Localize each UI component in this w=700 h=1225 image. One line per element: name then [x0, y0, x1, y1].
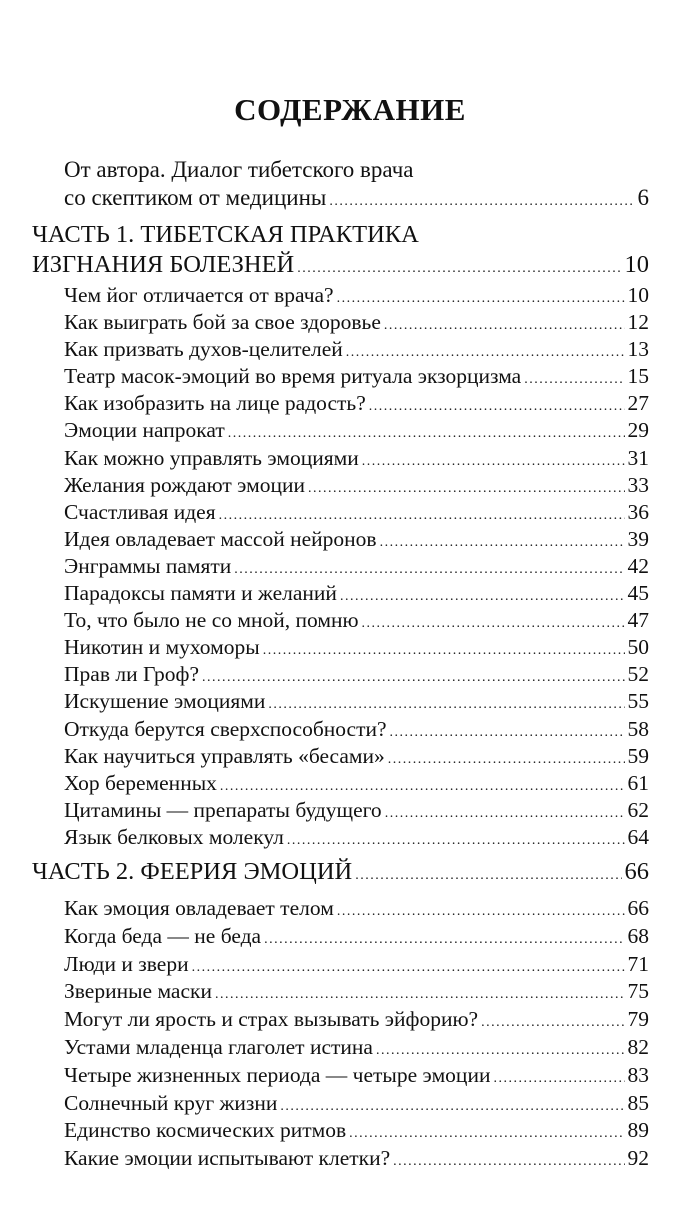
page-number: 66 — [624, 858, 649, 885]
dot-leader — [268, 688, 624, 718]
entry-title: Единство космических ритмов — [64, 1118, 347, 1143]
entry-title: Когда беда — не беда — [64, 923, 262, 948]
dot-leader — [346, 336, 625, 366]
entry-title: Откуда берутся сверхспособности? — [64, 716, 387, 741]
page-number: 47 — [627, 608, 649, 633]
dot-leader — [355, 857, 621, 891]
toc-entry — [64, 1090, 649, 1118]
toc-entry — [64, 770, 649, 797]
dot-leader — [380, 526, 625, 556]
entry-title: Счастливая идея — [64, 499, 216, 524]
dot-leader — [524, 363, 624, 393]
page-number: 45 — [627, 581, 649, 606]
toc-entry — [64, 472, 649, 499]
entry-title: Солнечный круг жизни — [64, 1090, 278, 1115]
entry-title: Люди и звери — [64, 951, 189, 976]
entry-title: Как изобразить на лице радость? — [64, 391, 366, 416]
toc-entry — [64, 661, 649, 688]
entry-title: Парадоксы памяти и желаний — [64, 581, 337, 606]
page-number: 66 — [627, 896, 649, 920]
page-number: 82 — [627, 1034, 649, 1059]
part-1-title-line2: ИЗГНАНИЯ БОЛЕЗНЕЙ — [32, 251, 295, 278]
entry-title: Звериные маски — [64, 979, 212, 1004]
dot-leader — [362, 607, 625, 637]
dot-leader — [308, 472, 624, 502]
toc-intro-line2: со скептиком от медицины — [64, 185, 327, 210]
page-number: 13 — [627, 337, 649, 362]
entry-title: Как научиться управлять «бесами» — [64, 743, 385, 768]
toc-entry — [64, 1062, 649, 1090]
part-2-entries — [64, 895, 649, 1173]
entry-title: Цитамины — препараты будущего — [64, 797, 382, 822]
dot-leader — [481, 1006, 624, 1037]
entry-title: Какие эмоции испытывают клетки? — [64, 1146, 391, 1171]
entry-title: Как эмоция овладевает телом — [64, 896, 334, 920]
toc-entry — [64, 1145, 649, 1173]
entry-title: Прав ли Гроф? — [64, 662, 200, 687]
toc-intro-line1: От автора. Диалог тибетского врача — [64, 157, 414, 182]
page-number: 61 — [627, 770, 649, 795]
entry-title: Никотин и мухоморы — [64, 635, 260, 660]
page-number: 29 — [627, 418, 649, 443]
dot-leader — [376, 1034, 625, 1065]
toc-entry — [64, 824, 649, 851]
page-number: 59 — [627, 743, 649, 768]
dot-leader — [388, 743, 625, 773]
dot-leader — [192, 951, 625, 982]
part-2-heading — [32, 857, 649, 891]
dot-leader — [280, 1090, 624, 1121]
page-number: 58 — [627, 716, 649, 741]
toc-entry — [64, 716, 649, 743]
page-number: 50 — [627, 635, 649, 660]
page-number: 31 — [627, 445, 649, 470]
entry-title: Театр масок-эмоций во время ритуала экзорцизма — [64, 364, 522, 389]
page-number: 62 — [627, 797, 649, 822]
entry-title: Искушение эмоциями — [64, 689, 266, 714]
entry-title: Как призвать духов-целителей — [64, 337, 343, 362]
entry-title: Энграммы памяти — [64, 553, 232, 578]
toc-entry — [64, 951, 649, 979]
page-number: 39 — [627, 526, 649, 551]
entry-title: Желания рождают эмоции — [64, 472, 306, 497]
toc-entry — [64, 1034, 649, 1062]
dot-leader — [390, 716, 625, 746]
entry-title: Как выиграть бой за свое здоровье — [64, 310, 381, 335]
toc-entry — [64, 309, 649, 336]
dot-leader — [215, 978, 625, 1009]
toc-entry — [64, 688, 649, 715]
dot-leader — [349, 1117, 624, 1148]
part-1-entries — [64, 282, 649, 851]
dot-leader — [264, 923, 624, 954]
page-number: 85 — [627, 1090, 649, 1115]
page-number: 12 — [627, 310, 649, 335]
toc-entry — [64, 363, 649, 390]
dot-leader — [297, 250, 621, 284]
toc-entry — [64, 553, 649, 580]
page-number: 10 — [624, 251, 649, 278]
dot-leader — [228, 417, 625, 447]
page-number: 75 — [627, 979, 649, 1004]
dot-leader — [263, 634, 625, 664]
toc-intro-entry — [64, 156, 649, 216]
page-number: 68 — [627, 923, 649, 948]
page-number: 83 — [627, 1062, 649, 1087]
toc-entry — [64, 282, 649, 309]
entry-title: Чем йог отличается от врача? — [64, 283, 334, 307]
page-number: 79 — [627, 1007, 649, 1032]
dot-leader — [337, 895, 625, 926]
page-number: 52 — [627, 662, 649, 687]
dot-leader — [220, 770, 625, 800]
page-number: 10 — [627, 283, 649, 307]
dot-leader — [362, 445, 625, 475]
toc-entry — [64, 1006, 649, 1034]
page-number: 89 — [627, 1118, 649, 1143]
toc-entry — [64, 417, 649, 444]
page-number: 6 — [637, 185, 649, 210]
part-1-title-line1: ЧАСТЬ 1. ТИБЕТСКАЯ ПРАКТИКА — [32, 221, 419, 248]
entry-title: Язык белковых молекул — [64, 824, 284, 849]
page-number: 64 — [627, 824, 649, 849]
toc-entry — [64, 526, 649, 553]
part-2-title: ЧАСТЬ 2. ФЕЕРИЯ ЭМОЦИЙ — [32, 858, 353, 885]
part-1-heading — [32, 220, 649, 284]
dot-leader — [384, 309, 625, 339]
toc-entry — [64, 1117, 649, 1145]
toc-entry — [64, 895, 649, 923]
page-number: 15 — [627, 364, 649, 389]
entry-title: Хор беременных — [64, 770, 217, 795]
dot-leader — [385, 797, 625, 827]
toc-entry — [64, 580, 649, 607]
dot-leader — [234, 553, 624, 583]
toc-entry — [64, 743, 649, 770]
page-title: СОДЕРЖАНИЕ — [234, 92, 466, 127]
entry-title: Могут ли ярость и страх вызывать эйфорию? — [64, 1007, 479, 1032]
toc-entry — [64, 634, 649, 661]
page-number: 36 — [627, 499, 649, 524]
entry-title: Как можно управлять эмоциями — [64, 445, 359, 470]
toc-entry — [64, 445, 649, 472]
part-2-title-row — [32, 857, 649, 891]
dot-leader — [202, 661, 624, 691]
dot-leader — [393, 1145, 624, 1176]
page-number: 55 — [627, 689, 649, 714]
entry-title: Четыре жизненных периода — четыре эмоции — [64, 1062, 491, 1087]
toc-entry — [64, 499, 649, 526]
page-number: 33 — [627, 472, 649, 497]
toc-entry — [64, 923, 649, 951]
entry-title: То, что было не со мной, помню — [64, 608, 359, 633]
part-1-title-row — [32, 250, 649, 284]
toc-entry — [64, 797, 649, 824]
dot-leader — [493, 1062, 624, 1093]
toc-intro-row — [64, 184, 649, 216]
dot-leader — [369, 390, 625, 420]
dot-leader — [329, 184, 634, 216]
page-number: 42 — [627, 553, 649, 578]
page-number: 27 — [627, 391, 649, 416]
toc-entry — [64, 390, 649, 417]
toc-entry — [64, 978, 649, 1006]
entry-title: Эмоции напрокат — [64, 418, 225, 443]
dot-leader — [287, 824, 625, 854]
entry-title: Устами младенца глаголет истина — [64, 1034, 373, 1059]
dot-leader — [340, 580, 625, 610]
dot-leader — [337, 282, 625, 312]
toc-entry — [64, 607, 649, 634]
toc-entry — [64, 336, 649, 363]
dot-leader — [219, 499, 625, 529]
page-number: 92 — [627, 1146, 649, 1171]
page-number: 71 — [627, 951, 649, 976]
entry-title: Идея овладевает массой нейронов — [64, 526, 377, 551]
